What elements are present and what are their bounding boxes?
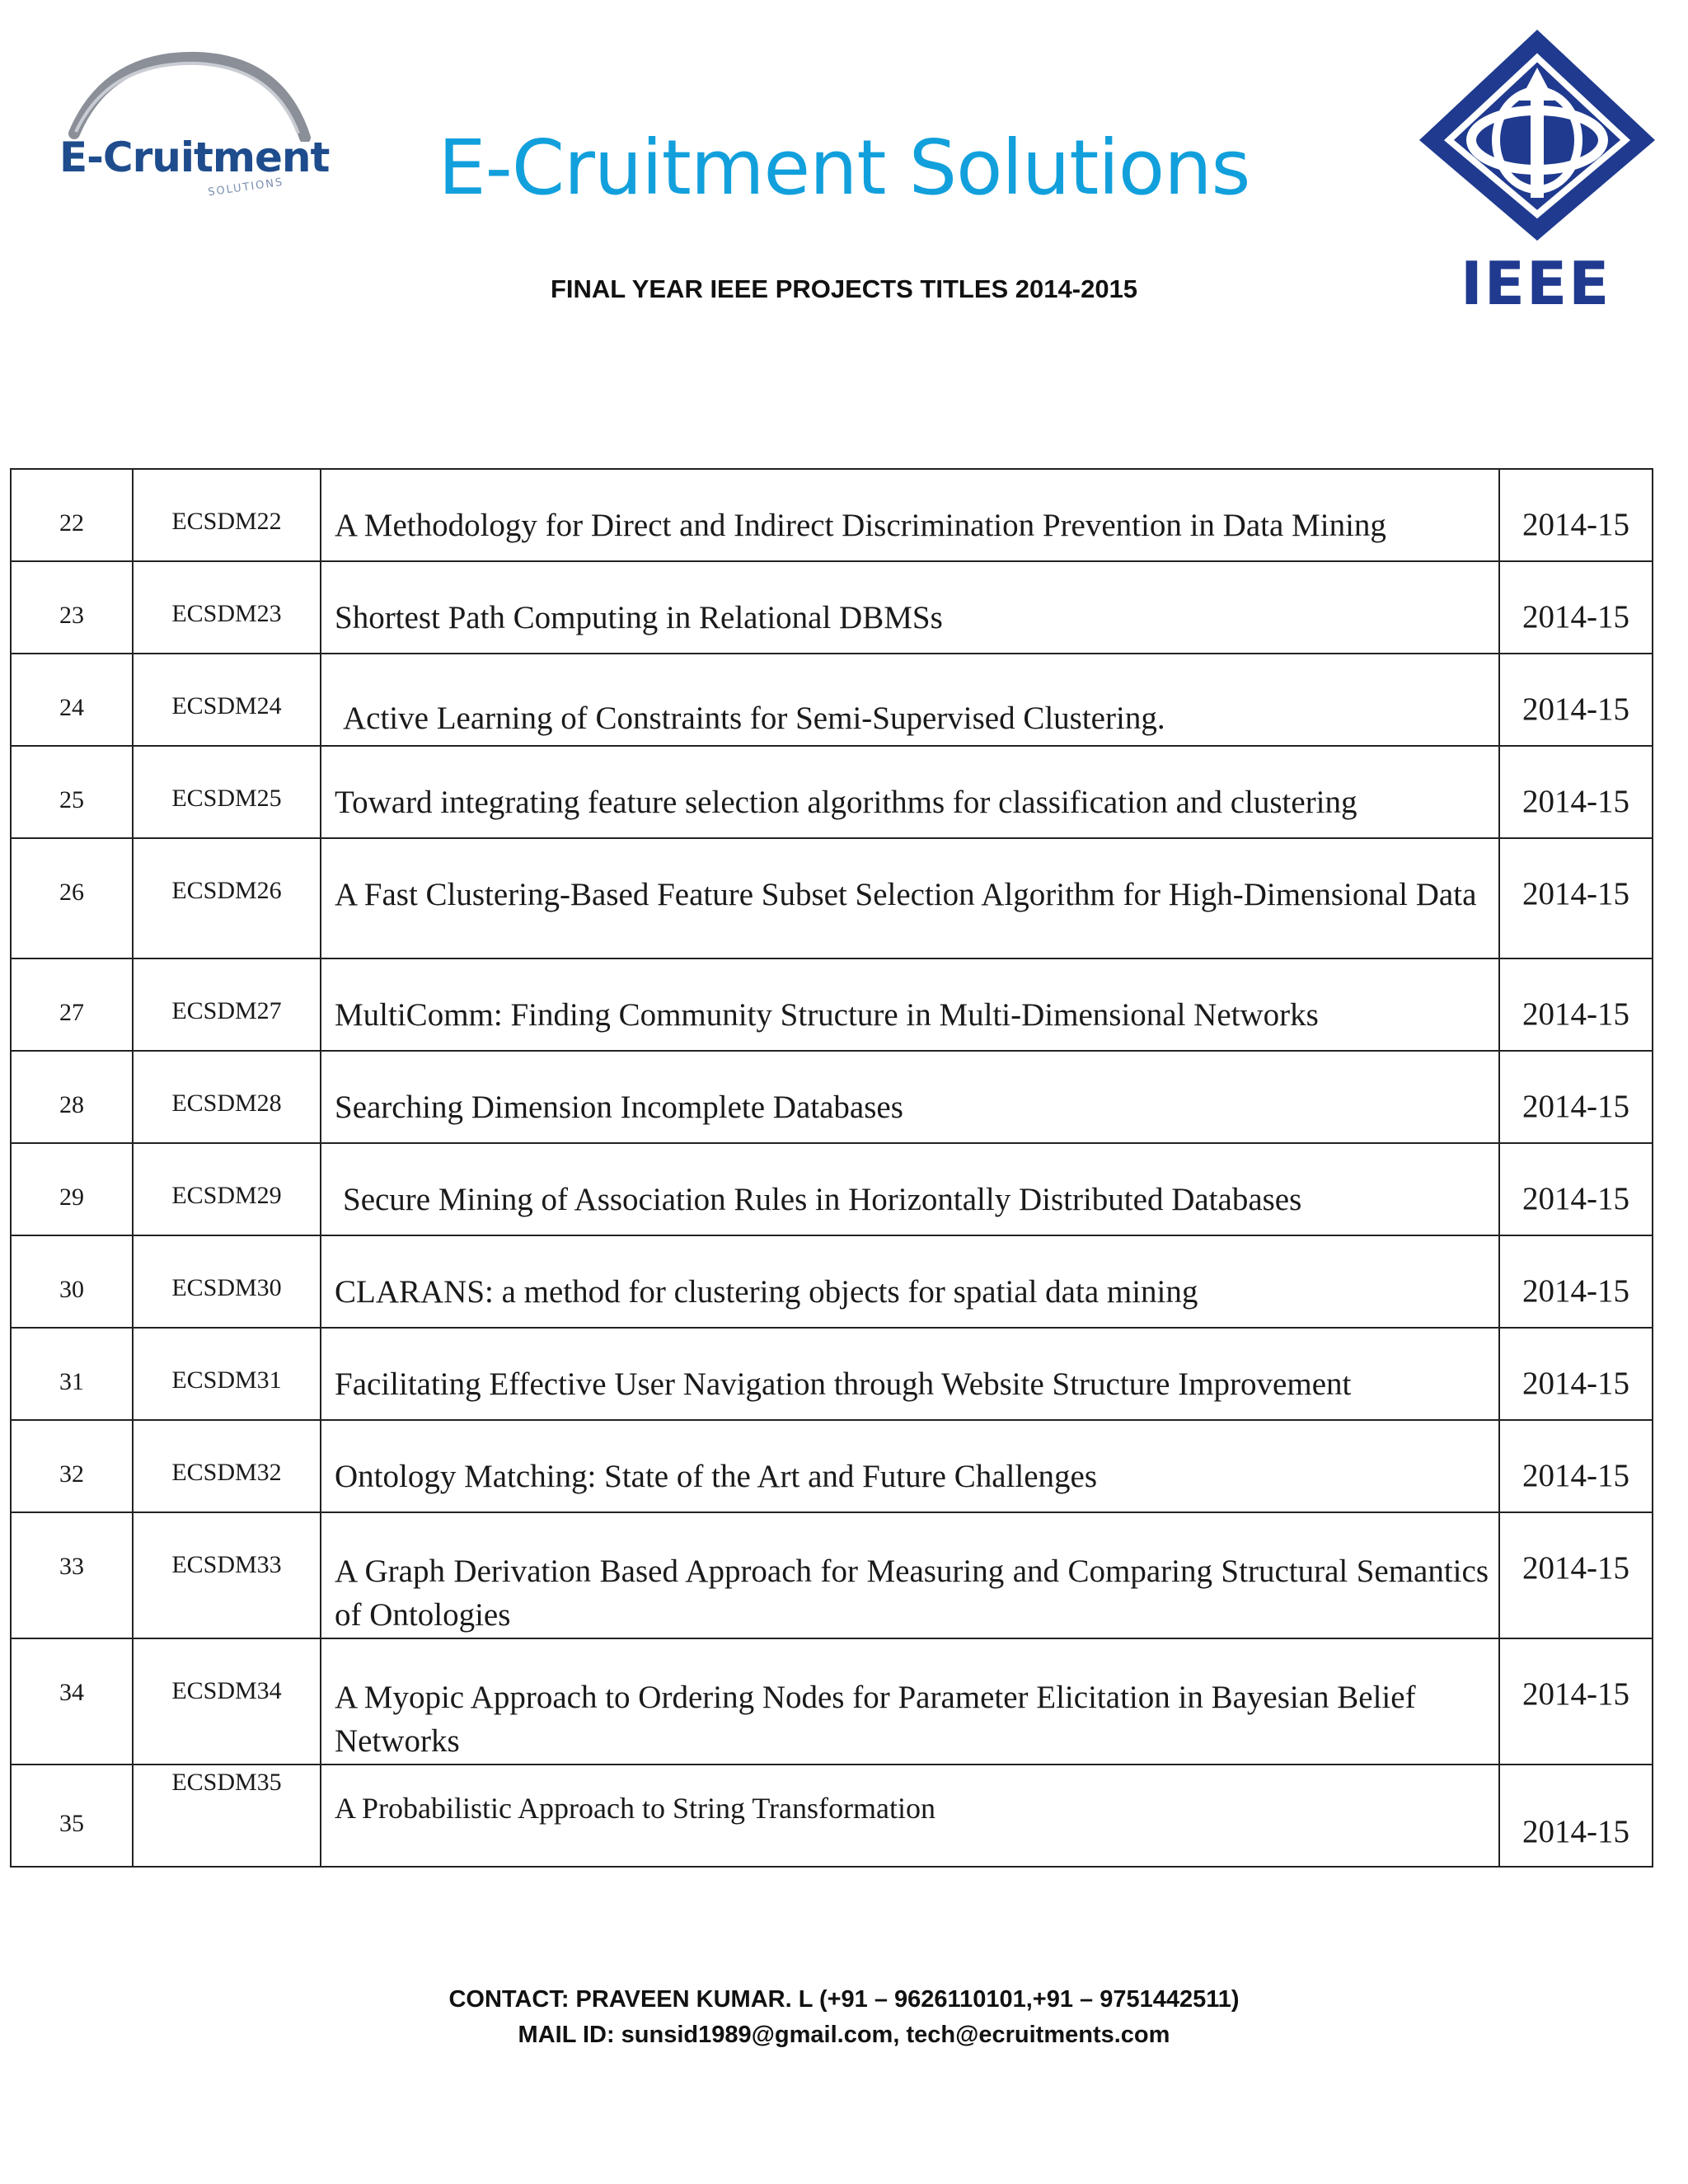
project-code: ECSDM22 <box>133 469 321 561</box>
table-row <box>11 958 1653 1051</box>
serial-number: 29 <box>11 1143 133 1235</box>
contact-line: CONTACT: PRAVEEN KUMAR. L (+91 – 9626110101,+91 – 9751442511) <box>448 1986 1240 2013</box>
project-title: Shortest Path Computing in Relational DBMSs <box>321 561 1499 654</box>
table-row <box>11 1765 1653 1867</box>
projects-table <box>10 468 1653 1868</box>
project-year: 2014-15 <box>1499 1638 1653 1765</box>
table-row <box>11 1143 1653 1235</box>
project-code: ECSDM23 <box>133 561 321 654</box>
project-year: 2014-15 <box>1499 958 1653 1051</box>
project-year: 2014-15 <box>1499 1512 1653 1638</box>
table-row <box>11 1235 1653 1328</box>
serial-number: 25 <box>11 746 133 838</box>
project-title: A Graph Derivation Based Approach for Measuring and Comparing Structural Semantics of Ontologies <box>321 1512 1499 1638</box>
ieee-logo <box>1409 25 1665 318</box>
serial-number: 35 <box>11 1765 133 1867</box>
serial-number: 31 <box>11 1328 133 1420</box>
serial-number: 23 <box>11 561 133 654</box>
table-row <box>11 469 1653 561</box>
project-year: 2014-15 <box>1499 1235 1653 1328</box>
project-code: ECSDM30 <box>133 1235 321 1328</box>
project-year: 2014-15 <box>1499 1051 1653 1143</box>
project-code: ECSDM31 <box>133 1328 321 1420</box>
serial-number: 30 <box>11 1235 133 1328</box>
logo-tagline: SOLUTIONS <box>207 176 285 199</box>
ieee-wordmark: IEEE <box>1461 249 1611 318</box>
table-row <box>11 838 1653 958</box>
project-code: ECSDM34 <box>133 1638 321 1765</box>
project-code: ECSDM33 <box>133 1512 321 1638</box>
serial-number: 28 <box>11 1051 133 1143</box>
table-row <box>11 561 1653 654</box>
mail-line: MAIL ID: sunsid1989@gmail.com, tech@ecruitments.com <box>518 2022 1170 2048</box>
page-title: E-Cruitment Solutions <box>438 124 1250 212</box>
project-code: ECSDM27 <box>133 958 321 1051</box>
project-title: Toward integrating feature selection algorithms for classification and clustering <box>321 746 1499 838</box>
serial-number: 27 <box>11 958 133 1051</box>
project-year: 2014-15 <box>1499 1143 1653 1235</box>
project-title: A Methodology for Direct and Indirect Discrimination Prevention in Data Mining <box>321 469 1499 561</box>
table-row <box>11 1328 1653 1420</box>
project-code: ECSDM28 <box>133 1051 321 1143</box>
project-year: 2014-15 <box>1499 654 1653 746</box>
serial-number: 24 <box>11 654 133 746</box>
project-year: 2014-15 <box>1499 838 1653 958</box>
project-code: ECSDM26 <box>133 838 321 958</box>
project-year: 2014-15 <box>1499 1765 1653 1867</box>
logo-wordmark: E-Cruitment <box>59 134 330 181</box>
table-row <box>11 1512 1653 1638</box>
serial-number: 33 <box>11 1512 133 1638</box>
serial-number: 26 <box>11 838 133 958</box>
table-row <box>11 1051 1653 1143</box>
project-title: Secure Mining of Association Rules in Horizontally Distributed Databases <box>321 1143 1499 1235</box>
serial-number: 32 <box>11 1420 133 1512</box>
project-code: ECSDM25 <box>133 746 321 838</box>
project-title: MultiComm: Finding Community Structure in Multi-Dimensional Networks <box>321 958 1499 1051</box>
project-title: Searching Dimension Incomplete Databases <box>321 1051 1499 1143</box>
serial-number: 22 <box>11 469 133 561</box>
project-title: A Probabilistic Approach to String Transformation <box>321 1765 1499 1867</box>
project-title: Facilitating Effective User Navigation through Website Structure Improvement <box>321 1328 1499 1420</box>
project-title: A Fast Clustering-Based Feature Subset Selection Algorithm for High-Dimensional Data <box>321 838 1499 958</box>
project-year: 2014-15 <box>1499 1328 1653 1420</box>
serial-number: 34 <box>11 1638 133 1765</box>
project-year: 2014-15 <box>1499 1420 1653 1512</box>
table-row <box>11 746 1653 838</box>
table-row <box>11 1420 1653 1512</box>
project-code: ECSDM29 <box>133 1143 321 1235</box>
project-year: 2014-15 <box>1499 561 1653 654</box>
project-year: 2014-15 <box>1499 746 1653 838</box>
project-code: ECSDM35 <box>133 1765 321 1867</box>
table-row <box>11 654 1653 746</box>
project-year: 2014-15 <box>1499 469 1653 561</box>
project-code: ECSDM32 <box>133 1420 321 1512</box>
project-title: Active Learning of Constraints for Semi-Supervised Clustering. <box>321 654 1499 746</box>
ieee-diamond-icon <box>1409 25 1665 247</box>
project-title: Ontology Matching: State of the Art and Future Challenges <box>321 1420 1499 1512</box>
table-row <box>11 1638 1653 1765</box>
page-subtitle: FINAL YEAR IEEE PROJECTS TITLES 2014-2015 <box>550 274 1138 303</box>
contact-footer <box>0 1982 1688 2053</box>
project-title: A Myopic Approach to Ordering Nodes for Parameter Elicitation in Bayesian Belief Networks <box>321 1638 1499 1765</box>
project-title: CLARANS: a method for clustering objects for spatial data mining <box>321 1235 1499 1328</box>
project-code: ECSDM24 <box>133 654 321 746</box>
